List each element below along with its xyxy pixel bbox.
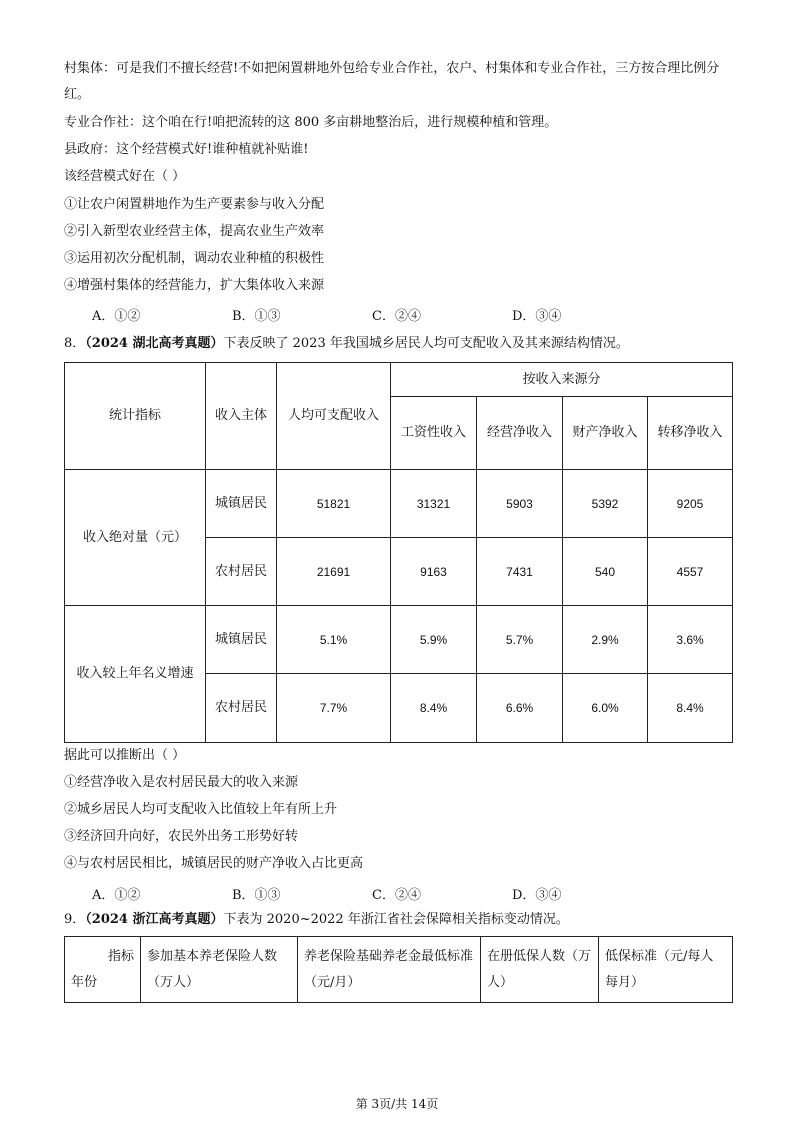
- cell-value: 6.6%: [477, 674, 563, 743]
- intro-paragraph-1: 村集体：可是我们不擅长经营!不如把闲置耕地外包给专业合作社，农户、村集体和专业合作社，三方按合理比例分红。: [64, 61, 720, 102]
- header-per-capita: 人均可支配收入: [277, 363, 391, 470]
- q7-option-b[interactable]: B．①③: [232, 309, 281, 324]
- q7-option-d[interactable]: D．③④: [512, 309, 562, 324]
- q9-header: [64, 910, 569, 930]
- cell-value: 8.4%: [391, 674, 477, 743]
- page-footer: 第 3页/共 14页: [355, 1097, 439, 1111]
- q8-options: [92, 884, 652, 903]
- cell-value: 6.0%: [563, 674, 648, 743]
- row-subject: 城镇居民: [206, 470, 277, 538]
- cell-value: 31321: [391, 470, 477, 538]
- cell-value: 9163: [391, 538, 477, 606]
- q8-number: 8．: [64, 336, 86, 351]
- q7-item-3: ③运用初次分配机制，调动农业种植的积极性: [64, 251, 325, 266]
- q8-item-1: ①经营净收入是农村居民最大的收入来源: [64, 775, 299, 790]
- header-by-source: 按收入来源分: [391, 363, 733, 397]
- cell-value: 5392: [563, 470, 648, 538]
- cell-value: 8.4%: [648, 674, 733, 743]
- cell-value: 21691: [277, 538, 391, 606]
- q8-stem: 下表反映了 2023 年我国城乡居民人均可支配收入及其来源结构情况。: [223, 336, 629, 351]
- q8-question: 据此可以推断出（ ）: [64, 748, 186, 763]
- header-indicator: 统计指标: [65, 363, 206, 470]
- q8-item-4: ④与农村居民相比，城镇居民的财产净收入占比更高: [64, 856, 364, 871]
- cell-value: 5.9%: [391, 606, 477, 674]
- header-subject: 收入主体: [206, 363, 277, 470]
- q8-item-3: ③经济回升向好，农民外出务工形势好转: [64, 829, 299, 844]
- cell-value: 2.9%: [563, 606, 648, 674]
- header-low-income-standard: 低保标准（元/每人每月）: [599, 937, 733, 1003]
- table-row: [65, 470, 733, 538]
- q9-number: 9．: [64, 912, 86, 927]
- row-subject: 农村居民: [206, 674, 277, 743]
- intro-paragraph-2: 专业合作社：这个咱在行!咱把流转的这 800 多亩耕地整治后，进行规模种植和管理。: [64, 115, 558, 130]
- header-source-business: 经营净收入: [477, 397, 563, 470]
- header-source-transfer: 转移净收入: [648, 397, 733, 470]
- header-basic-pension-minimum: 养老保险基础养老金最低标准（元/月）: [298, 937, 481, 1003]
- header-source-wage: 工资性收入: [391, 397, 477, 470]
- cell-value: 7.7%: [277, 674, 391, 743]
- q8-source: （2024 湖北高考真题）: [85, 336, 224, 351]
- q8-header: [64, 334, 629, 354]
- q9-source: （2024 浙江高考真题）: [85, 912, 224, 927]
- q8-option-b[interactable]: B．①③: [232, 888, 281, 903]
- q7-item-4: ④增强村集体的经营能力，扩大集体收入来源: [64, 278, 325, 293]
- q8-item-2: ②城乡居民人均可支配收入比值较上年有所上升: [64, 802, 338, 817]
- q7-option-c[interactable]: C．②④: [372, 309, 421, 324]
- row-subject: 城镇居民: [206, 606, 277, 674]
- cell-value: 5903: [477, 470, 563, 538]
- cell-value: 7431: [477, 538, 563, 606]
- q7-question: 该经营模式好在（ ）: [64, 169, 186, 184]
- cell-value: 51821: [277, 470, 391, 538]
- header-source-property: 财产净收入: [563, 397, 648, 470]
- cell-value: 9205: [648, 470, 733, 538]
- group-label-growth: 收入较上年名义增速: [65, 606, 206, 743]
- q7-item-2: ②引入新型农业经营主体，提高农业生产效率: [64, 224, 325, 239]
- row-subject: 农村居民: [206, 538, 277, 606]
- header-pension-participants: 参加基本养老保险人数（万人）: [141, 937, 298, 1003]
- header-corner-indicator: 指标: [107, 948, 134, 964]
- q8-option-c[interactable]: C．②④: [372, 888, 421, 903]
- q7-options: [92, 305, 652, 324]
- q8-option-a[interactable]: A．①②: [92, 888, 141, 903]
- intro-paragraph-3: 县政府：这个经营模式好!谁种植就补贴谁!: [64, 142, 309, 157]
- group-label-absolute: 收入绝对量（元）: [65, 470, 206, 606]
- q8-option-d[interactable]: D．③④: [512, 888, 562, 903]
- table-row: [65, 606, 733, 674]
- q7-option-a[interactable]: A．①②: [92, 309, 141, 324]
- q7-item-1: ①让农户闲置耕地作为生产要素参与收入分配: [64, 197, 325, 212]
- q9-stem: 下表为 2020~2022 年浙江省社会保障相关指标变动情况。: [223, 912, 569, 927]
- q8-income-table: [64, 362, 733, 743]
- header-corner-year: 年份: [71, 974, 98, 990]
- cell-value: 5.7%: [477, 606, 563, 674]
- cell-value: 3.6%: [648, 606, 733, 674]
- header-low-income-count: 在册低保人数（万人）: [481, 937, 599, 1003]
- cell-value: 4557: [648, 538, 733, 606]
- header-corner: [65, 937, 141, 1003]
- q9-social-security-table: [64, 936, 733, 1003]
- cell-value: 5.1%: [277, 606, 391, 674]
- cell-value: 540: [563, 538, 648, 606]
